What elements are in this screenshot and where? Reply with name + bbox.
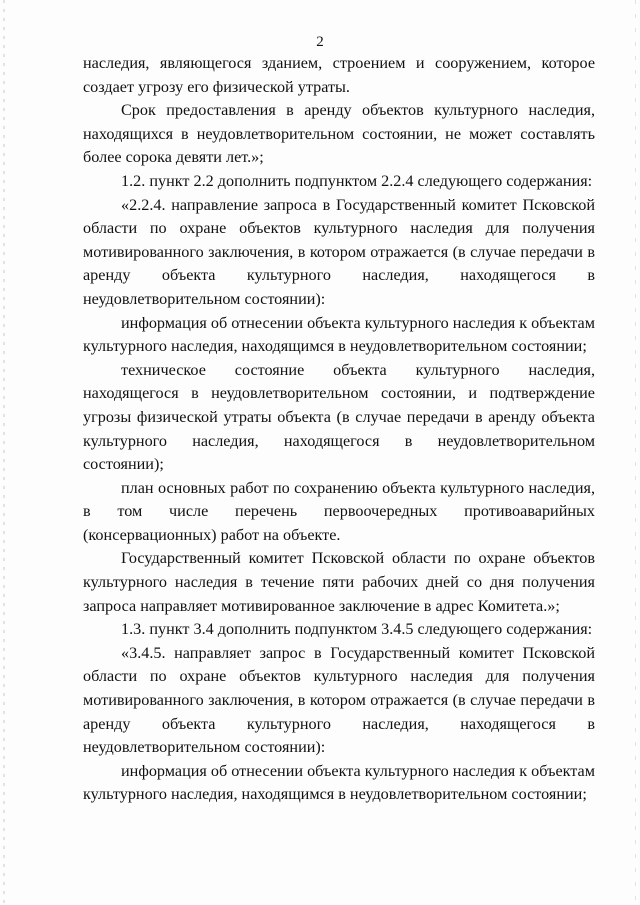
paragraph-6: техническое состояние объекта культурного наследия, находящегося в неудовлетворительном состоянии, и подтверждение угрозы физической утраты объекта (в случае передачи в аренду объекта культурного наследия, находящегося в неудовлетворительном состоянии);	[83, 360, 595, 474]
paragraph-8: Государственный комитет Псковской области по охране объектов культурного наследия в течение пяти рабочих дней со дня получения запроса направляет мотивированное заключение в адрес Комитета.»;	[83, 549, 595, 615]
page-number: 2	[316, 34, 324, 50]
paragraph-5: информация об отнесении объекта культурного наследия к объектам культурного наследия, находящимся в неудовлетворительном состоянии;	[83, 313, 595, 356]
scan-edge-left	[3, 0, 5, 905]
paragraph-7: план основных работ по сохранению объекта культурного наследия, в том числе перечень первоочередных противоаварийных (консервационных) работ на объекте.	[83, 478, 595, 544]
paragraph-10: «3.4.5. направляет запрос в Государственный комитет Псковской области по охране объектов культурного наследия для получения мотивированного заключения, в котором отражается (в случае передачи в аренду объекта культурного наследия, находящегося в неудовлетворительном состоянии):	[83, 643, 595, 757]
document-body	[83, 52, 595, 807]
scan-edge-right	[635, 0, 636, 905]
paragraph-3: 1.2. пункт 2.2 дополнить подпунктом 2.2.4 следующего содержания:	[121, 171, 593, 190]
paragraph-9: 1.3. пункт 3.4 дополнить подпунктом 3.4.5 следующего содержания:	[121, 620, 593, 639]
paragraph-4: «2.2.4. направление запроса в Государственный комитет Псковской области по охране объектов культурного наследия для получения мотивированного заключения, в котором отражается (в случае передачи в аренду объекта культурного наследия, находящегося в неудовлетворительном состоянии):	[83, 195, 595, 308]
paragraph-2: Срок предоставления в аренду объектов культурного наследия, находящихся в неудовлетворительном состоянии, не может составлять более сорока девяти лет.»;	[83, 101, 595, 167]
paragraph-1: наследия, являющегося зданием, строением и сооружением, которое создает угрозу его физической утраты.	[83, 54, 595, 96]
paragraph-11: информация об отнесении объекта культурного наследия к объектам культурного наследия, находящимся в неудовлетворительном состоянии;	[83, 761, 595, 804]
